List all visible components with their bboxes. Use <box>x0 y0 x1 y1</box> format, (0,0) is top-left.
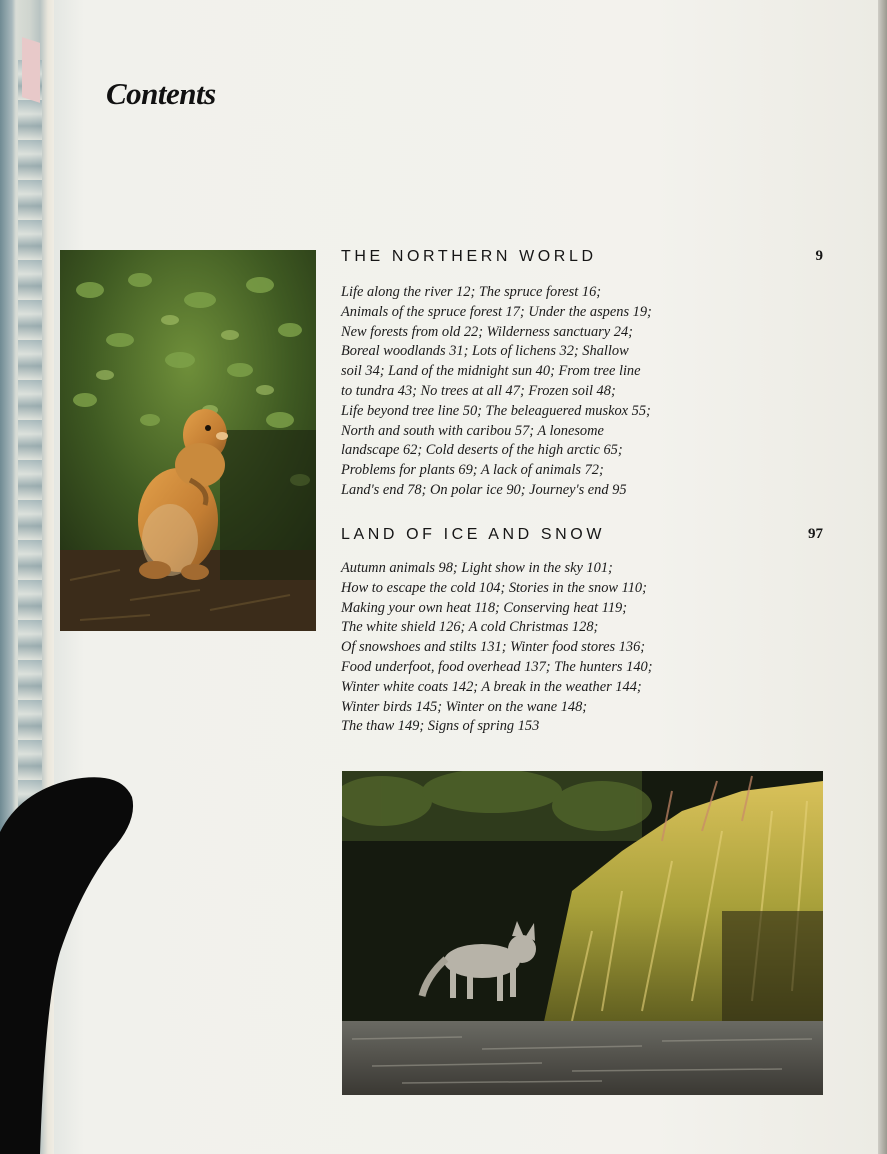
bookmark-tab <box>22 37 40 103</box>
contents-entry-line: Of snowshoes and stilts 131; Winter food stores 136; <box>341 639 646 656</box>
ground-squirrel-illustration <box>60 250 316 631</box>
contents-entry-line: Problems for plants 69; A lack of animals 72; <box>341 462 604 479</box>
section-title: LAND OF ICE AND SNOW <box>341 526 606 543</box>
contents-entry-line: Food underfoot, food overhead 137; The hunters 140; <box>341 658 653 675</box>
contents-entry-line: North and south with caribou 57; A lonesome <box>341 422 604 439</box>
section-page-number: 97 <box>808 526 823 542</box>
contents-entry-line: Life along the river 12; The spruce forest 16; <box>341 284 602 300</box>
book-edge-pattern <box>18 60 42 820</box>
section-heading-northern-world[interactable] <box>341 248 823 266</box>
section-entries-land-of-ice-and-snow <box>341 559 653 737</box>
contents-entry-line: Winter birds 145; Winter on the wane 148; <box>341 698 588 715</box>
section-page-number: 9 <box>815 248 823 264</box>
page-title: Contents <box>106 76 216 111</box>
contents-entry-line: Making your own heat 118; Conserving heat 119; <box>341 599 628 616</box>
wolf-river-illustration <box>342 771 823 1095</box>
section-entries-northern-world <box>341 283 652 501</box>
contents-entry-line: Land's end 78; On polar ice 90; Journey's end 95 <box>341 481 627 498</box>
contents-entry-line: Autumn animals 98; Light show in the sky 101; <box>341 560 613 576</box>
contents-entry-line: New forests from old 22; Wilderness sanctuary 24; <box>341 323 633 340</box>
contents-entry-line: to tundra 43; No trees at all 47; Frozen soil 48; <box>341 382 616 399</box>
thumb-shadow <box>0 772 140 1154</box>
contents-entry-line: How to escape the cold 104; Stories in the snow 110; <box>341 579 647 596</box>
contents-entry-line: Winter white coats 142; A break in the weather 144; <box>341 678 642 695</box>
wolf-photo <box>342 771 823 1095</box>
contents-entry-line: Animals of the spruce forest 17; Under the aspens 19; <box>341 303 652 320</box>
section-heading-land-of-ice-and-snow[interactable] <box>341 526 823 544</box>
ground-squirrel-photo <box>60 250 316 631</box>
contents-entry-line: soil 34; Land of the midnight sun 40; From tree line <box>341 363 641 380</box>
contents-entry-line: The thaw 149; Signs of spring 153 <box>341 718 540 735</box>
contents-entry-line: landscape 62; Cold deserts of the high arctic 65; <box>341 442 623 459</box>
contents-entry-line: The white shield 126; A cold Christmas 128; <box>341 619 599 636</box>
contents-entry-line: Life beyond tree line 50; The beleaguered muskox 55; <box>341 402 651 419</box>
page-edge-shadow <box>878 0 887 1154</box>
contents-entry-line: Boreal woodlands 31; Lots of lichens 32; Shallow <box>341 343 629 360</box>
section-title: THE NORTHERN WORLD <box>341 248 597 265</box>
